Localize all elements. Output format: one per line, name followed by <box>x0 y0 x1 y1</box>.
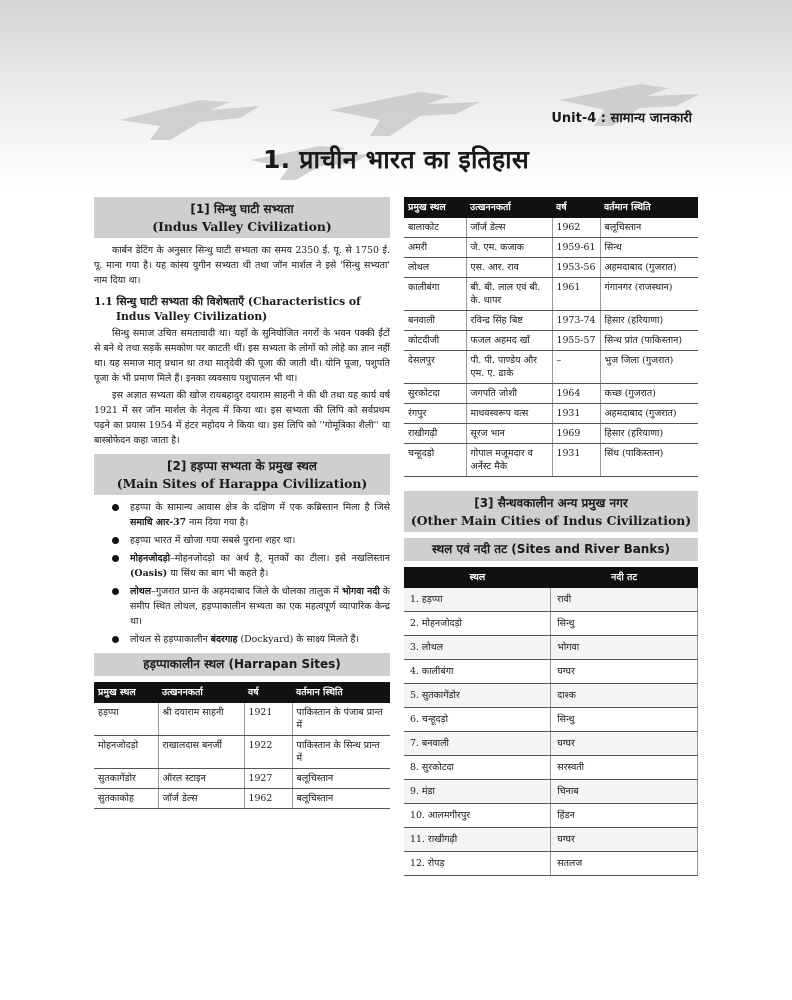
bullet-icon <box>112 555 119 562</box>
column-header: प्रमुख स्थल <box>404 197 466 218</box>
section-1-title-hindi: [1] सिन्धु घाटी सभ्यता <box>190 202 294 216</box>
left-column <box>94 197 390 809</box>
table-row: 6. चन्हूदड़ो सिन्धु <box>404 708 698 732</box>
column-header: प्रमुख स्थल <box>94 682 158 703</box>
table-row: मोहनजोदड़ो राखालदास बनर्जी 1922 पाकिस्तान के सिन्ध प्रान्त में <box>94 736 390 769</box>
table-row: राखीगढ़ी सूरज भान 1969 हिसार (हरियाणा) <box>404 424 698 444</box>
harappan-sites-table <box>94 682 390 809</box>
table-row: 9. मंडा चिनाब <box>404 780 698 804</box>
subsection-1-1-heading: 1.1 सिन्धु घाटी सभ्यता की विशेषताएँ (Characteristics of Indus Valley Civilization) <box>94 295 361 323</box>
table-row: 3. लोथल भोगवा <box>404 636 698 660</box>
river-banks-title: स्थल एवं नदी तट (Sites and River Banks) <box>404 538 698 561</box>
bullet-icon <box>112 636 119 643</box>
table-row: बनवाली रविन्द्र सिंह बिष्ट 1973-74 हिसार (हरियाणा) <box>404 311 698 331</box>
harappan-sites-title: हड़प्पाकालीन स्थल (Harrapan Sites) <box>94 653 390 676</box>
table-row: 7. बनवाली घग्घर <box>404 732 698 756</box>
table-row: सुतकागेंडोर ऑरल स्टाइन 1927 बलूचिस्तान <box>94 769 390 789</box>
column-header: वर्ष <box>552 197 600 218</box>
list-item: लोथल–गुजरात प्रान्त के अहमदाबाद जिले के धोलका तालुक में भोगवा नदी के समीप स्थित लोथल, हड़प्पाकालीन सभ्यता का एक महत्वपूर्ण व्यापारिक केन्द्र था। <box>94 584 390 629</box>
list-item: लोथल से हड़प्पाकालीन बंदरगाह (Dockyard) के साक्ष्य मिलते हैं। <box>94 632 390 647</box>
column-header: वर्तमान स्थिति <box>292 682 390 703</box>
table-row: बालाकोट जॉर्ज डेल्स 1962 बलूचिस्तान <box>404 218 698 238</box>
table-row: रंगपुर माधवस्वरूप वत्स 1931 अहमदाबाद (गुजरात) <box>404 404 698 424</box>
table-row: 8. सुरकोटदा सरस्वती <box>404 756 698 780</box>
header-banner <box>0 0 792 190</box>
table-row: 10. आलमगीरपुर हिंडन <box>404 804 698 828</box>
column-header: उत्खननकर्ता <box>158 682 244 703</box>
table-row: सुरकोटदा जगपति जोशी 1964 कच्छ (गुजरात) <box>404 384 698 404</box>
section-2-title-hindi: [2] हड़प्पा सभ्यता के प्रमुख स्थल <box>167 459 317 473</box>
table-row: लोथल एस. आर. राव 1953-56 अहमदाबाद (गुजरात) <box>404 258 698 278</box>
section-1-title-english: (Indus Valley Civilization) <box>152 219 332 234</box>
section-1-intro: कार्बन डेटिंग के अनुसार सिन्धु घाटी सभ्यता का समय 2350 ई. पू. से 1750 ई. पू. माना गया है। यह कांस्य युगीन सभ्यता थी तथा जॉन मार्शल ने इसे 'सिन्धु सभ्यता' नाम दिया था। <box>94 245 390 286</box>
table-row: अमरी जे. एम. कजाक 1959-61 सिन्ध <box>404 238 698 258</box>
section-3-title-english: (Other Main Cities of Indus Civilization) <box>410 513 692 528</box>
table-row: 12. रोपड़ सतलज <box>404 852 698 876</box>
column-header: वर्ष <box>244 682 292 703</box>
table-row: 5. सुतकागेंडोर दाश्क <box>404 684 698 708</box>
list-item: हड़प्पा के सामान्य आवास क्षेत्र के दक्षिण में एक कब्रिस्तान मिला है जिसे समाधि आर-37 नाम दिया गया है। <box>94 500 390 530</box>
list-item: मोहनजोदड़ो–मोहनजोदड़ो का अर्थ है, मृतकों का टीला। इसे नखलिस्तान (Oasis) या सिंध का बाग भी कहते है। <box>94 551 390 581</box>
characteristics-paragraph-2: इस अज्ञात सभ्यता की खोज रायबहादुर दयाराम साहनी ने की थी तथा यह कार्य वर्ष 1921 में सर जॉन मार्शल के नेतृत्व में किया था। इस सभ्यता की लिपि को सर्वप्रथम पढ़ने का प्रयास 1954 में हंटर महोदय ने किया था। इस लिपि को ''गोमूत्रिका शैली'' या बास्त्रोफेदन कहा जाता है। <box>94 390 390 446</box>
section-1-heading <box>94 197 390 238</box>
table-row: 4. कालीबंगा घग्घर <box>404 660 698 684</box>
section-3-title-hindi: [3] सैन्धवकालीन अन्य प्रमुख नगर <box>474 496 628 510</box>
table-row: कालीबंगा बी. बी. लाल एवं बी. के. थापर 1961 गंगानगर (राजस्थान) <box>404 278 698 311</box>
harappa-facts-list <box>94 500 390 647</box>
table-row: सुतकाकोह जॉर्ज डेल्स 1962 बलूचिस्तान <box>94 789 390 809</box>
bullet-icon <box>112 588 119 595</box>
section-3-heading <box>404 491 698 532</box>
unit-label: Unit-4 : सामान्य जानकारी <box>551 111 692 126</box>
characteristics-paragraph-1: सिन्धु समाज उचित समतावादी था। यहाँ के सुनियोजित नगरों के भवन पक्की ईंटों से बने थे तथा सड़कें समकोण पर काटती थीं। इस सभ्यता के लोगों को लोहे का ज्ञान नहीं था। यह समाज मातृ प्रधान था तथा मातृदेवी की पूजा की जाती थी। योनि पूजा, पशुपति पूजा के भी प्रमाण मिले हैं। इनका व्यवसाय पशुपालन भी था। <box>94 328 390 384</box>
table-row: देसलपुर पी. पी. पाण्डेय और एम. ए. ढाके – भुज जिला (गुजरात) <box>404 351 698 384</box>
table-row: हड़प्पा श्री दयाराम साहनी 1921 पाकिस्तान के पंजाब प्रान्त में <box>94 703 390 736</box>
column-header: स्थल <box>404 567 551 588</box>
list-item: हड़प्पा भारत में खोजा गया सबसे पुराना शहर था। <box>94 533 390 548</box>
table-row: कोटदीजी फजल अहमद खाँ 1955-57 सिन्ध प्रांत (पाकिस्तान) <box>404 331 698 351</box>
column-header: नदी तट <box>551 567 698 588</box>
column-header: वर्तमान स्थिति <box>600 197 698 218</box>
section-2-heading <box>94 454 390 495</box>
right-column <box>404 197 698 876</box>
bullet-icon <box>112 504 119 511</box>
table-row: 2. मोहनजोदड़ो सिन्धु <box>404 612 698 636</box>
table-row: चन्हूदड़ो गोपाल मजूमदार व अर्नेस्ट मैके 1931 सिंध (पाकिस्तान) <box>404 444 698 477</box>
table-row: 1. हड़प्पा रावी <box>404 588 698 612</box>
table-row: 11. राखीगढ़ी घग्घर <box>404 828 698 852</box>
section-2-title-english: (Main Sites of Harappa Civilization) <box>116 476 368 491</box>
river-banks-table <box>404 567 698 876</box>
excavation-sites-table <box>404 197 698 477</box>
chapter-title: 1. प्राचीन भारत का इतिहास <box>263 145 529 174</box>
column-header: उत्खननकर्ता <box>466 197 552 218</box>
bullet-icon <box>112 537 119 544</box>
